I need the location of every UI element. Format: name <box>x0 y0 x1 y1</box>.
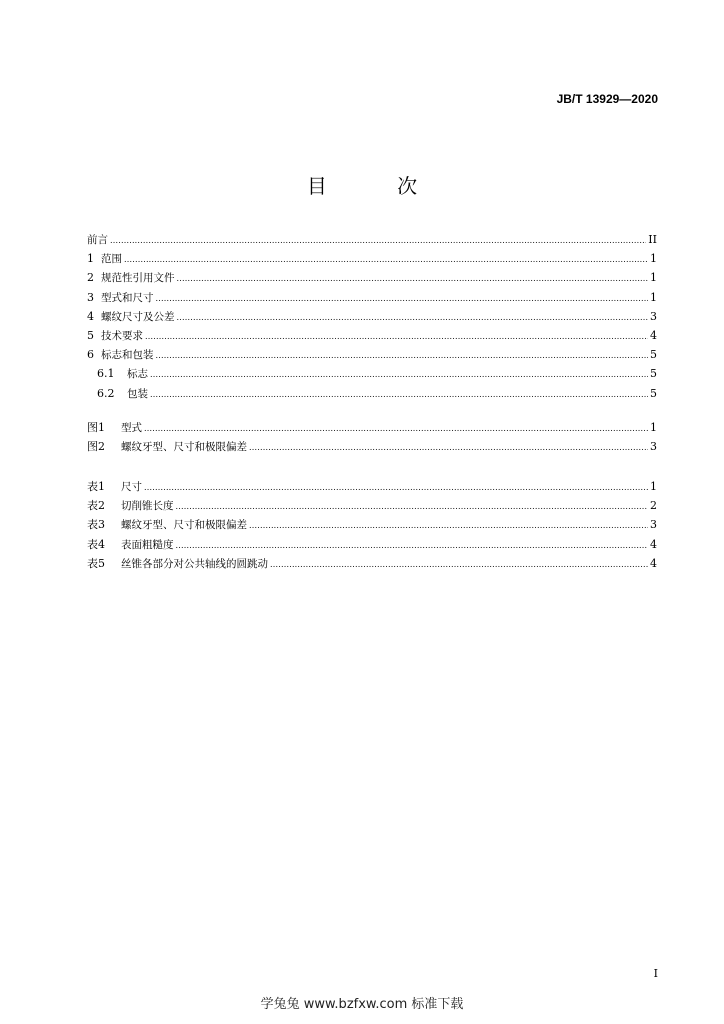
toc-page-number: 1 <box>650 271 657 285</box>
toc-entry-scope[interactable] <box>87 249 657 268</box>
toc-leader-dots <box>177 269 649 288</box>
toc-entry-foreword[interactable] <box>87 230 657 249</box>
toc-entry-text: 丝锥各部分对公共轴线的圆跳动 <box>121 557 268 570</box>
toc-entry-text: 标志和包装 <box>101 349 154 362</box>
toc-entry-normative-references[interactable] <box>87 268 657 287</box>
toc-leader-dots <box>176 536 649 555</box>
toc-page-number: 5 <box>650 367 657 381</box>
toc-leader-dots <box>176 497 649 516</box>
toc-leader-dots <box>249 438 648 457</box>
toc-table-entry[interactable] <box>87 515 657 534</box>
toc-entry-technical-requirements[interactable] <box>87 326 657 345</box>
toc-tables <box>87 477 657 573</box>
toc-entry-text: 型式和尺寸 <box>101 291 154 304</box>
toc-entry-text: 螺纹牙型、尺寸和极限偏差 <box>121 519 247 532</box>
toc-entry-number: 5 <box>87 328 94 342</box>
page-number: I <box>653 967 658 980</box>
toc-entry-text: 表面粗糙度 <box>121 538 174 551</box>
toc-leader-dots <box>150 385 648 404</box>
toc-page-number: 2 <box>650 499 657 513</box>
toc-page-number: II <box>648 233 657 246</box>
toc-main <box>87 230 657 403</box>
toc-page-number: 3 <box>650 309 657 323</box>
toc-table-number: 表4 <box>87 537 105 551</box>
toc-leader-dots <box>144 419 648 438</box>
toc-entry-marking-packaging[interactable] <box>87 345 657 364</box>
toc-entry-text: 螺纹尺寸及公差 <box>101 310 175 323</box>
toc-entry-number: 6 <box>87 348 94 362</box>
doc-code: JB/T 13929—2020 <box>556 92 658 106</box>
toc-table-entry[interactable] <box>87 554 657 573</box>
toc-page-number: 1 <box>650 290 657 304</box>
toc-leader-dots <box>124 250 648 269</box>
toc-entry-text: 切削锥长度 <box>121 500 174 513</box>
toc-leader-dots <box>150 365 648 384</box>
toc-page-number: 5 <box>650 386 657 400</box>
toc-leader-dots <box>177 308 649 327</box>
toc-entry-text: 螺纹牙型、尺寸和极限偏差 <box>121 441 247 454</box>
toc-page-number: 3 <box>650 440 657 454</box>
toc-page-number: 3 <box>650 518 657 532</box>
toc-entry-text: 包装 <box>127 387 148 400</box>
toc-entry-text: 尺寸 <box>121 481 142 493</box>
toc-leader-dots <box>156 289 649 308</box>
toc-entry-text: 前言 <box>87 234 108 246</box>
toc-figures <box>87 418 657 456</box>
toc-table-number: 表5 <box>87 556 105 570</box>
toc-page-number: 4 <box>650 328 657 342</box>
toc-figure-entry[interactable] <box>87 418 657 437</box>
toc-table-entry[interactable] <box>87 496 657 515</box>
toc-page-number: 1 <box>650 252 657 266</box>
toc-page-number: 1 <box>650 480 657 493</box>
toc-figure-entry[interactable] <box>87 437 657 456</box>
toc-entry-types-dimensions[interactable] <box>87 288 657 307</box>
toc-table-number: 表3 <box>87 518 105 532</box>
toc-entry-thread-tolerances[interactable] <box>87 307 657 326</box>
toc-entry-number: 4 <box>87 309 94 323</box>
toc-page-number: 1 <box>650 421 657 434</box>
toc-entry-text: 技术要求 <box>101 329 143 342</box>
toc-page-number: 5 <box>650 348 657 362</box>
toc-figure-number: 图1 <box>87 421 105 434</box>
toc-entry-number: 3 <box>87 290 94 304</box>
watermark-text: 学兔兔 www.bzfxw.com 标准下载 <box>260 997 464 1012</box>
toc-entry-marking[interactable] <box>87 364 657 383</box>
toc-leader-dots <box>144 478 648 497</box>
toc-entry-packaging[interactable] <box>87 384 657 403</box>
toc-leader-dots <box>145 327 648 346</box>
page-title: 目 次 <box>306 174 450 198</box>
toc-entry-text: 标志 <box>127 368 148 381</box>
toc-table-entry[interactable] <box>87 535 657 554</box>
toc-figure-number: 图2 <box>87 440 105 454</box>
toc-table-entry[interactable] <box>87 477 657 496</box>
toc-entry-number: 2 <box>87 271 94 285</box>
toc-entry-text: 范围 <box>101 253 122 266</box>
toc-entry-text: 型式 <box>121 422 142 434</box>
toc-page-number: 4 <box>650 537 657 551</box>
toc-table-number: 表2 <box>87 499 105 513</box>
toc-entry-number: 6.2 <box>97 386 115 400</box>
toc-leader-dots <box>270 555 648 574</box>
toc-table-number: 表1 <box>87 480 105 493</box>
toc-entry-text: 规范性引用文件 <box>101 272 175 285</box>
toc-page-number: 4 <box>650 556 657 570</box>
toc-leader-dots <box>110 231 646 250</box>
toc-entry-number: 6.1 <box>97 367 115 381</box>
toc-leader-dots <box>156 346 649 365</box>
toc-leader-dots <box>249 516 648 535</box>
toc-entry-number: 1 <box>87 252 94 266</box>
